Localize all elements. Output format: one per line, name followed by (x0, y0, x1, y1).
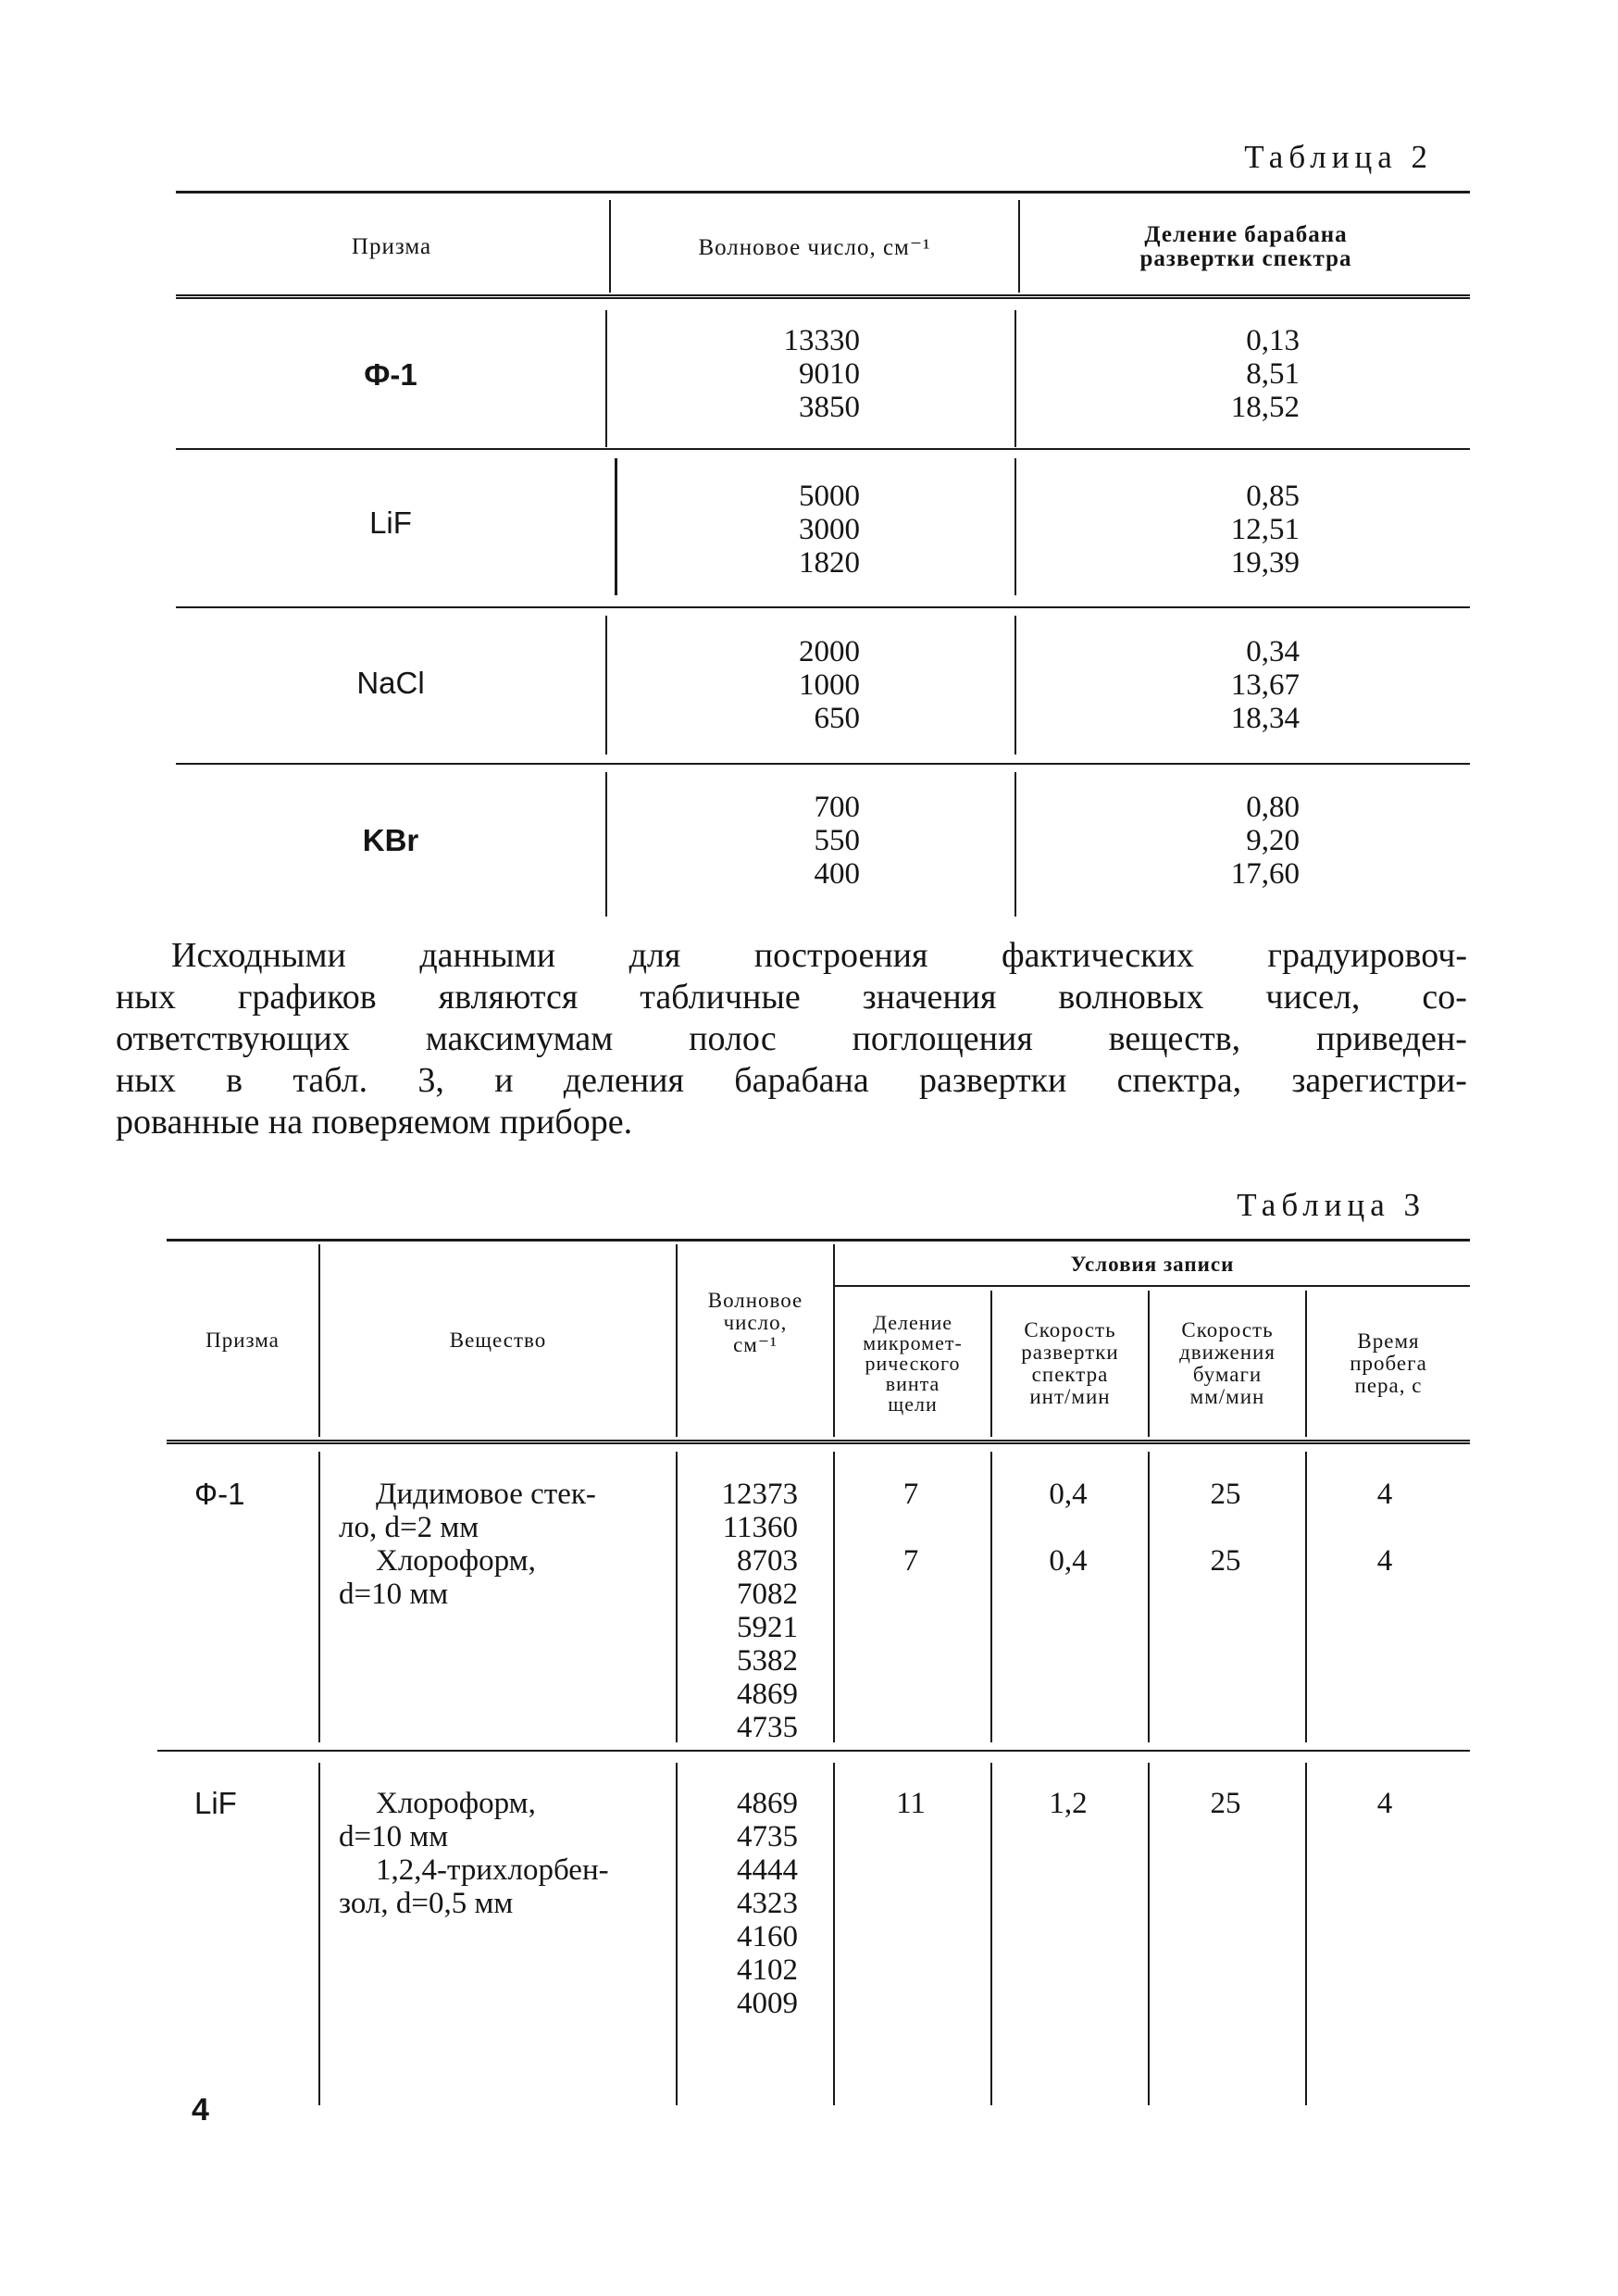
header-line: спектра (1031, 1363, 1109, 1386)
paragraph-word: максимумам (425, 1019, 614, 1058)
drum-value: 13,67 (1230, 668, 1300, 702)
table-2-prism: Ф-1 (364, 357, 417, 392)
header-line: пробега (1350, 1352, 1427, 1375)
table-2-drum-values (1231, 791, 1300, 891)
paragraph-word: веществ, (1108, 1019, 1241, 1058)
table-3-prism: Ф-1 (194, 1477, 245, 1511)
table-2-drum-values (1231, 480, 1300, 580)
drum-value: 9,20 (1246, 824, 1300, 857)
wavenumber-value: 400 (814, 857, 860, 891)
scan-speed-value: 0,4 (1049, 1478, 1088, 1511)
wavenumber-value: 1000 (799, 668, 860, 702)
paragraph-word: фактических (1001, 936, 1194, 975)
table-2-row-rule (176, 448, 1470, 450)
table-2-row-divider (605, 310, 607, 447)
paragraph-word: для (629, 936, 681, 975)
substance-line: d=10 мм (339, 1820, 449, 1853)
paragraph-word: волновых (1058, 978, 1204, 1017)
wavenumber-value: 5000 (799, 480, 860, 513)
header-line: число, (723, 1311, 788, 1334)
table-3-conditions-rule (833, 1285, 1470, 1287)
table-3-header-substance: Вещество (449, 1329, 547, 1352)
drum-value: 18,34 (1230, 702, 1300, 735)
paragraph-word: барабана (734, 1061, 869, 1100)
paragraph-word: являются (438, 978, 579, 1017)
table-2-header-drum (1022, 206, 1470, 289)
header-line: винта (885, 1372, 940, 1395)
drum-value: 19,39 (1230, 546, 1300, 580)
header-line: мм/мин (1189, 1385, 1265, 1408)
table-2-header-divider (1018, 200, 1020, 293)
substance-line: 1,2,4-трихлорбен- (376, 1853, 609, 1887)
drum-value: 17,60 (1230, 857, 1300, 891)
wavenumber-value: 5382 (737, 1644, 798, 1678)
wavenumber-value: 5921 (737, 1611, 798, 1644)
table-2-row-divider (1014, 458, 1016, 595)
wavenumber-value: 9010 (799, 357, 860, 391)
paragraph-word: 3, (417, 1061, 444, 1100)
table-2-row-divider (615, 458, 617, 595)
wavenumber-value: 11360 (722, 1511, 798, 1544)
paragraph-word: полос (689, 1019, 777, 1058)
wavenumber-value: 1820 (799, 546, 860, 580)
micrometer-value: 7 (902, 1544, 919, 1578)
paragraph-line (116, 1018, 1467, 1060)
paper-speed-value: 25 (1210, 1544, 1241, 1578)
header-line: Скорость (1024, 1318, 1116, 1341)
paragraph-line (116, 1102, 1467, 1143)
header-line: Скорость (1181, 1318, 1274, 1341)
table-2-row-divider (1014, 310, 1016, 447)
wavenumber-value: 700 (814, 791, 860, 824)
table-3-header-wavenumber (678, 1244, 833, 1402)
wavenumber-value: 2000 (799, 635, 860, 668)
paragraph-line (116, 1060, 1467, 1102)
drum-value: 8,51 (1246, 357, 1300, 391)
header-line: развертки (1021, 1341, 1119, 1364)
table-3-header-scan-speed (992, 1291, 1148, 1437)
paragraph-word: графиков (237, 978, 377, 1017)
body-paragraph (116, 935, 1467, 1143)
paper-speed-value: 25 (1210, 1478, 1241, 1511)
wavenumber-value: 4869 (737, 1787, 798, 1820)
table-3-column-divider (318, 1763, 320, 2105)
table-2-wavenumbers (815, 791, 861, 891)
table-3-row-rule (157, 1750, 1470, 1752)
table-2-header-prism: Призма (351, 234, 432, 259)
table-2-caption: Таблица 2 (1244, 139, 1433, 175)
paragraph-word: значения (862, 978, 997, 1017)
table-3-header-prism: Призма (205, 1329, 280, 1352)
table-2-header-rule (176, 294, 1470, 299)
wavenumber-value: 4323 (737, 1887, 798, 1920)
paragraph-word: ных (116, 1061, 176, 1100)
table-2-prism: LiF (369, 505, 412, 540)
table-3-caption: Таблица 3 (1237, 1187, 1425, 1223)
micrometer-value: 7 (902, 1478, 919, 1511)
paragraph-word: градуировоч- (1267, 936, 1467, 975)
table-2-row-divider (1014, 616, 1016, 755)
paragraph-word: ных (116, 978, 176, 1017)
wavenumber-value: 4009 (737, 1987, 798, 2020)
header-line: движения (1179, 1341, 1276, 1364)
paragraph-line (116, 977, 1467, 1018)
paragraph-word: чисел, (1265, 978, 1361, 1017)
table-3-column-divider (1148, 1763, 1150, 2105)
table-3-column-divider (990, 1452, 992, 1742)
table-3-prism: LiF (194, 1786, 237, 1820)
header-line: Деление (872, 1311, 953, 1334)
table-2-prism: NaCl (356, 666, 425, 700)
paragraph-word: рованные на поверяемом приборе. (116, 1103, 633, 1142)
header-line: рического (865, 1352, 961, 1375)
pen-time-value: 4 (1376, 1787, 1393, 1820)
substance-line: d=10 мм (339, 1578, 449, 1611)
drum-value: 0,34 (1246, 635, 1300, 668)
wavenumber-value: 7082 (737, 1578, 798, 1611)
paragraph-word: приведен- (1316, 1019, 1467, 1058)
paragraph-word: деления (563, 1061, 684, 1100)
wavenumber-value: 3000 (799, 513, 860, 546)
pen-time-value: 4 (1376, 1544, 1393, 1578)
wavenumber-value: 3850 (799, 391, 860, 424)
wavenumber-value: 550 (814, 824, 860, 857)
table-2-header-drum-line: Деление барабана (1144, 222, 1348, 247)
paragraph-word: построения (753, 936, 928, 975)
table-2-header-divider (609, 200, 611, 293)
header-line: см⁻¹ (733, 1333, 778, 1356)
table-2-wavenumbers (799, 635, 860, 735)
table-3-column-divider (676, 1763, 678, 2105)
table-3-column-divider (676, 1452, 678, 1742)
pen-time-value: 4 (1376, 1478, 1393, 1511)
paragraph-word: табл. (292, 1061, 368, 1100)
table-3-top-rule (167, 1239, 1470, 1242)
wavenumber-value: 12373 (721, 1478, 798, 1511)
wavenumber-value: 4735 (737, 1820, 798, 1853)
table-3-substance (339, 1787, 672, 1920)
table-2-top-rule (176, 191, 1470, 193)
table-2-drum-values (1231, 635, 1300, 735)
table-2-prism: KBr (362, 823, 419, 857)
table-2-row-divider (605, 616, 607, 755)
table-2-row-rule (176, 763, 1470, 765)
wavenumber-value: 4444 (737, 1853, 798, 1887)
table-3-column-divider (318, 1452, 320, 1742)
paragraph-word: со- (1422, 978, 1467, 1017)
table-3-column-divider (1305, 1452, 1307, 1742)
paragraph-word: в (226, 1061, 243, 1100)
table-3-header-conditions: Условия записи (1070, 1253, 1235, 1276)
table-2-row-divider (1014, 772, 1016, 917)
header-line: бумаги (1192, 1363, 1263, 1386)
table-3-header-paper-speed (1150, 1291, 1305, 1437)
paragraph-word: ответствующих (116, 1019, 350, 1058)
table-3-column-divider (1148, 1452, 1150, 1742)
header-line: микромет- (863, 1331, 963, 1354)
header-line: Волновое (707, 1289, 803, 1312)
wavenumber-value: 8703 (737, 1544, 798, 1578)
drum-value: 12,51 (1230, 513, 1300, 546)
paragraph-word: поглощения (852, 1019, 1033, 1058)
table-2-row-divider (605, 772, 607, 917)
table-2-wavenumbers (784, 324, 861, 424)
table-3-substance (339, 1478, 672, 1611)
header-line: Время (1357, 1329, 1420, 1353)
wavenumber-value: 4102 (737, 1953, 798, 1987)
header-line: пера, с (1354, 1374, 1423, 1397)
paragraph-word: развертки (918, 1061, 1067, 1100)
table-3-column-divider (1305, 1763, 1307, 2105)
paragraph-word: данными (419, 936, 556, 975)
scan-speed-value: 0,4 (1049, 1544, 1088, 1578)
paragraph-word: табличные (640, 978, 801, 1017)
table-3-header-pen-time (1307, 1291, 1470, 1437)
wavenumber-value: 4735 (737, 1711, 798, 1744)
table-3-wavenumbers (737, 1787, 798, 2020)
page-number: 4 (192, 2092, 209, 2128)
paragraph-line (171, 935, 1467, 977)
table-3-column-divider (833, 1763, 835, 2105)
table-3-wavenumbers (722, 1478, 799, 1744)
table-3-header-micrometer (835, 1291, 990, 1437)
wavenumber-value: 13330 (783, 324, 860, 357)
table-2-wavenumbers (799, 480, 860, 580)
wavenumber-value: 4869 (737, 1678, 798, 1711)
substance-line: зол, d=0,5 мм (339, 1887, 514, 1920)
micrometer-value: 11 (896, 1787, 926, 1820)
paragraph-word: зарегистри- (1291, 1061, 1467, 1100)
table-3-column-divider (990, 1763, 992, 2105)
substance-line: Хлороформ, (376, 1787, 536, 1820)
wavenumber-value: 4160 (737, 1920, 798, 1953)
drum-value: 0,80 (1246, 791, 1300, 824)
paragraph-word: спектра, (1116, 1061, 1242, 1100)
wavenumber-value: 650 (814, 702, 860, 735)
drum-value: 0,13 (1246, 324, 1300, 357)
substance-line: Хлороформ, (376, 1544, 536, 1578)
table-2-drum-values (1231, 324, 1300, 424)
table-2-header-drum-line: развертки спектра (1139, 246, 1352, 271)
paragraph-word: и (494, 1061, 514, 1100)
table-2-row-rule (176, 606, 1470, 608)
drum-value: 18,52 (1230, 391, 1300, 424)
substance-line: Дидимовое стек- (376, 1478, 596, 1511)
paper-speed-value: 25 (1210, 1787, 1241, 1820)
paragraph-word: Исходными (171, 936, 346, 975)
substance-line: ло, d=2 мм (339, 1511, 479, 1544)
header-line: инт/мин (1029, 1385, 1111, 1408)
header-line: щели (888, 1392, 938, 1416)
table-3-column-divider (833, 1452, 835, 1742)
drum-value: 0,85 (1246, 480, 1300, 513)
scan-speed-value: 1,2 (1049, 1787, 1088, 1820)
table-2-header-wavenumber: Волновое число, см⁻¹ (698, 235, 931, 260)
table-3-header-rule (167, 1440, 1470, 1444)
